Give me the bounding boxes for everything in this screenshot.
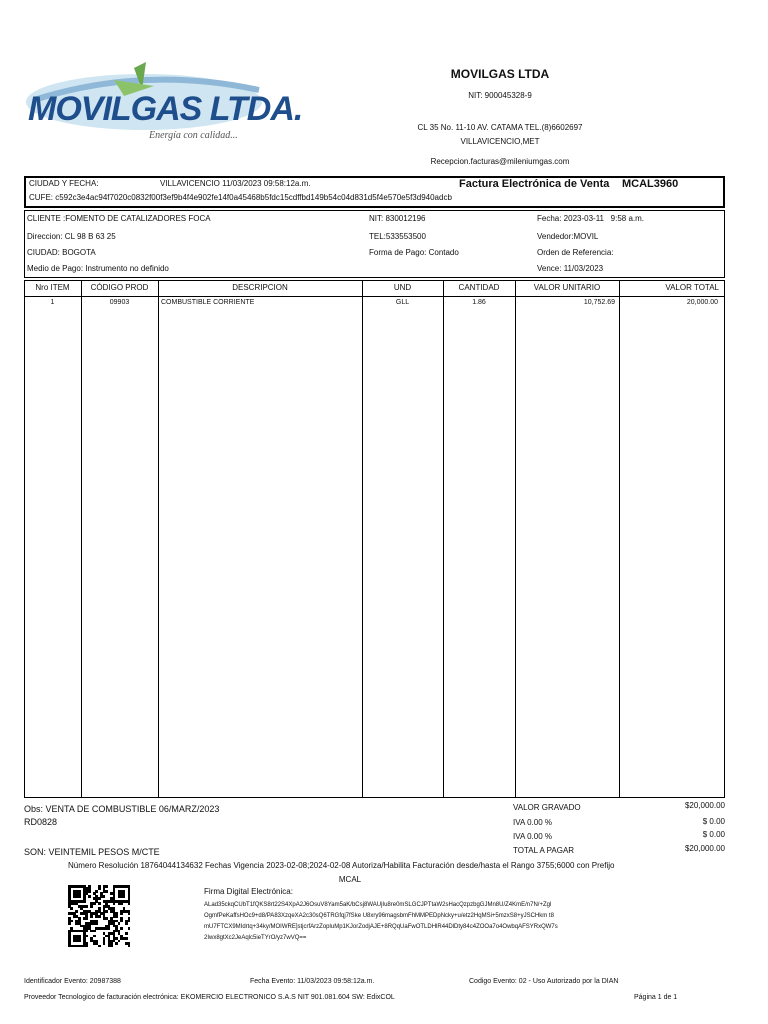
- row-item-number: 1: [50, 299, 55, 306]
- company-nit: NIT: 900045328-9: [468, 91, 532, 100]
- logo-tagline: Energía con calidad...: [149, 130, 238, 141]
- row-unit-value: 10,752.69: [583, 299, 615, 306]
- totals-label-total: TOTAL A PAGAR: [513, 846, 575, 855]
- totals-label-iva: IVA 0.00 %: [513, 832, 552, 841]
- invoice-label: Factura Electrónica de Venta: [459, 178, 610, 190]
- client-nit: NIT: 830012196: [369, 214, 426, 223]
- digital-signature-label: Firma Digital Electrónica:: [204, 887, 293, 896]
- digital-signature-text: [204, 900, 704, 944]
- event-date: Fecha Evento: 11/03/2023 09:58:12a.m.: [250, 978, 375, 985]
- col-divider: [515, 280, 516, 798]
- header-quantity: CANTIDAD: [458, 283, 500, 292]
- header-unit: UND: [393, 283, 412, 292]
- col-divider: [81, 280, 82, 798]
- invoice-number: MCAL3960: [622, 178, 679, 190]
- row-description: COMBUSTIBLE CORRIENTE: [161, 299, 255, 306]
- qr-code-icon: [68, 885, 130, 947]
- due-date: Vence: 11/03/2023: [537, 264, 604, 273]
- cufe: CUFE: c592c3e4ac94f7020c0832f00f3ef9b4f4e902fe14f0a45468b5fdc15cdffbd149b54c04d831d5f4e570e5f3d940adcb: [29, 193, 452, 202]
- col-divider: [443, 280, 444, 798]
- seller: Vendedor:MOVIL: [537, 232, 599, 241]
- client-payment-form: Forma de Pago: Contado: [369, 248, 459, 257]
- resolution-prefix: MCAL: [338, 875, 362, 884]
- company-logo: [24, 60, 303, 150]
- totals-label-gravado: VALOR GRAVADO: [513, 803, 581, 812]
- company-email: Recepcion.facturas@mileniumgas.com: [430, 157, 570, 166]
- observations: Obs: VENTA DE COMBUSTIBLE 06/MARZ/2023: [24, 804, 220, 814]
- tech-provider: Proveedor Tecnologico de facturación electrónica: EKOMERCIO ELECTRONICO S.A.S NIT 901.081.604 SW: EdixCOL: [24, 994, 395, 1001]
- reference-code: RD0828: [24, 817, 58, 827]
- event-identifier: Identificador Evento: 20987388: [24, 978, 121, 985]
- page-number: Página 1 de 1: [634, 994, 678, 1001]
- header-code: CÓDIGO PROD: [90, 283, 149, 292]
- amount-in-words: SON: VEINTEMIL PESOS M/CTE: [24, 847, 160, 857]
- totals-label-iva: IVA 0.00 %: [513, 818, 552, 827]
- header-unit-value: VALOR UNITARIO: [533, 283, 601, 292]
- header-item: Nro ITEM: [35, 283, 70, 292]
- header-description: DESCRIPCION: [232, 283, 288, 292]
- totals-value-gravado: $20,000.00: [684, 801, 725, 810]
- signature-line: 2Iwx8gtXc2JeAqlc5ieTYrO/yz7wVQ==: [204, 935, 307, 941]
- city-date-value: VILLAVICENCIO 11/03/2023 09:58:12a.m.: [160, 179, 311, 188]
- totals-value-total: $20,000.00: [684, 844, 725, 853]
- resolution-text: Número Resolución 18764044134632 Fechas Vigencia 2023-02-08;2024-02-08 Autoriza/Habilita Facturación desde/hasta el Rango 3755;6000 con Prefijo: [68, 861, 615, 870]
- city-date-label: CIUDAD Y FECHA:: [29, 179, 99, 188]
- row-unit: GLL: [395, 299, 410, 306]
- logo-text: MOVILGAS LTDA.: [28, 90, 303, 128]
- signature-line: mU7FTCX9MIdrtq+34ky/MOIWRE]stjcrfArzZopluMp1KJorZodjAJE+8RQqUaFwOTLDHlR44DlDty84c4ZOOa7o4OwbqAFSYRxQW7s: [204, 924, 558, 930]
- totals-value-iva: $ 0.00: [702, 817, 725, 826]
- client-payment-method: Medio de Pago: Instrumento no definido: [27, 264, 169, 273]
- col-divider: [362, 280, 363, 798]
- totals-value-iva: $ 0.00: [702, 830, 725, 839]
- reference-order: Orden de Referencia:: [537, 248, 614, 257]
- client-tel: TEL:533553500: [369, 232, 426, 241]
- client-address: Direccion: CL 98 B 63 25: [27, 232, 116, 241]
- row-total-value: 20,000.00: [686, 299, 718, 306]
- company-name: MOVILGAS LTDA: [450, 67, 550, 81]
- invoice-date: Fecha: 2023-03-11 9:58 a.m.: [537, 214, 645, 223]
- client-city: CIUDAD: BOGOTA: [27, 248, 96, 257]
- company-address: CL 35 No. 11-10 AV. CATAMA TEL.(8)6602697: [417, 123, 583, 132]
- signature-line: OgmfPeKaffsHOc9+d8/PA83XzqeXA2c30sQ6TRGfqj7fSke U8xry96magsbmFhMMPEDpNcky+u/etz2HqMSi+5mzxS8+yJSCHkm t8: [204, 913, 554, 919]
- header-total-value: VALOR TOTAL: [665, 283, 719, 292]
- event-code: Codigo Evento: 02 - Uso Autorizado por la DIAN: [469, 978, 619, 985]
- company-city: VILLAVICENCIO,MET: [460, 137, 540, 146]
- row-quantity: 1.86: [472, 299, 486, 306]
- col-divider: [619, 280, 620, 798]
- signature-line: ALad35ckqCUbT1fQKS8rt22S4XpA2J6OsuV8Yam5aK/bCsj8WAUjIu8re0mSLGCJPTtaW2sHacQzpzbgGJMn8U/Z4KmE/n7N/+Zgl: [204, 902, 552, 908]
- col-divider: [158, 280, 159, 798]
- row-product-code: 09903: [109, 299, 130, 306]
- client-name: CLIENTE :FOMENTO DE CATALIZADORES FOCA: [27, 214, 211, 223]
- invoice-header-box: [24, 176, 725, 208]
